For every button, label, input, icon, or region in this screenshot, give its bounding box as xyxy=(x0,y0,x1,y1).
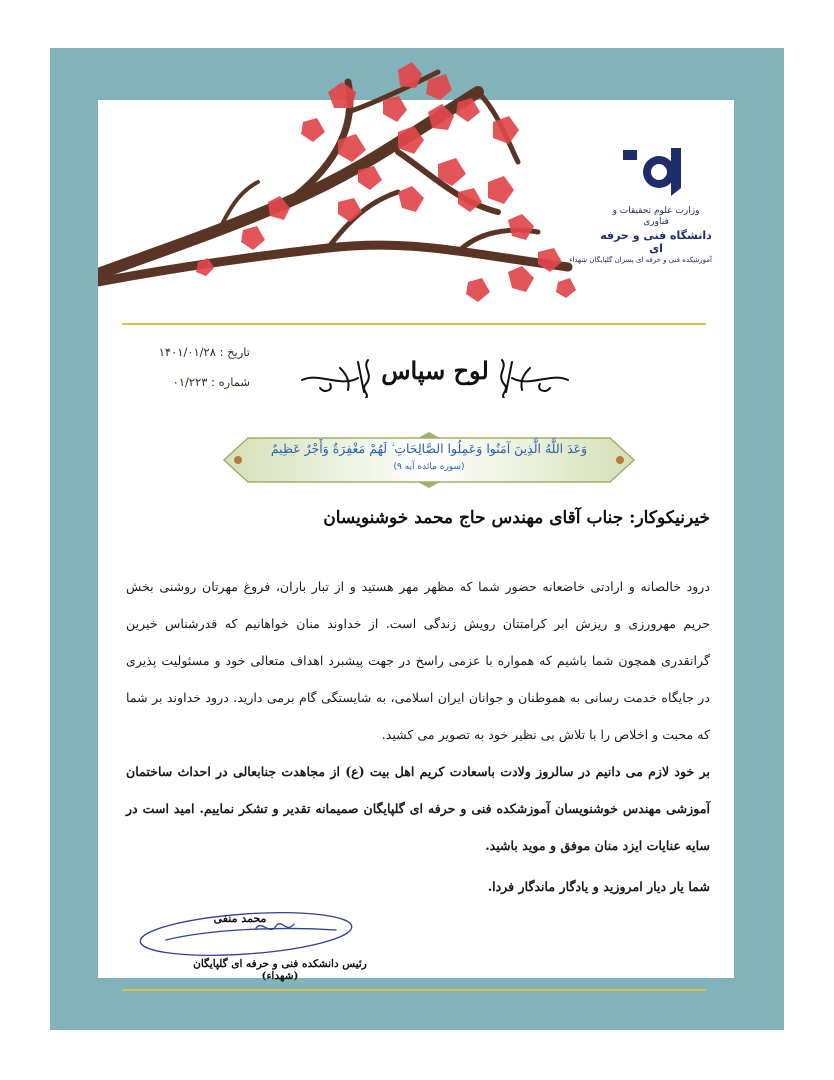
recipient-line: خیرنیکوکار: جناب آقای مهندس حاج محمد خوشنویسان xyxy=(323,508,710,528)
number-line xyxy=(130,375,250,389)
right-flourish-icon xyxy=(490,354,570,398)
logo-emblem-icon xyxy=(621,142,691,202)
logo-university-text: دانشگاه فنی و حرفه ای xyxy=(600,228,712,256)
verse-text: وَعَدَ اللَّهُ الَّذِينَ آمَنُوا وَعَمِلُوا الصَّالِحَاتِ ۙ لَهُمْ مَغْفِرَةٌ وَأَجْرٌ عَظِيمٌ xyxy=(270,441,588,456)
quran-verse-banner xyxy=(218,432,640,488)
body-paragraph-3: شما یار دیار امروزید و یادگار ماندگار فردا. xyxy=(487,879,710,894)
signatory-name: محمد منفی xyxy=(213,912,267,925)
number-value: ۰۱/۲۲۳ xyxy=(172,375,208,389)
verse-reference: (سوره مائده آیه ۹) xyxy=(393,462,465,472)
signatory-title: رئیس دانشکده فنی و حرفه ای گلپایگان (شهداء) xyxy=(193,958,367,982)
logo-college-text: آموزشکده فنی و حرفه ای پسران گلپایگان شهداء xyxy=(569,256,712,264)
body-paragraph-1: درود خالصانه و ارادتی خاضعانه حضور شما که مظهر مهر هستید و از تبار باران، فروغ مهرتان روشنی بخش حریم مهرورزی و ریزش ابر کرامتتان رویش زندگی است. از خداوند منان خواهانیم که قدرشناس خیرین گرانقدری همچون شما باشیم که همواره با عزمی راسخ در جهت پیشبرد اهداف متعالی خود و مسئولیت پذیری در جایگاه خدمت رسانی به هموطنان و جوانان ایران اسلامی، به شایستگی گام برمی دارید. درود خداوند بر شما که محبت و اخلاص را با تلاش بی نظیر خود به تصویر می کشید. xyxy=(126,579,710,742)
university-logo xyxy=(569,142,712,267)
blossom-branch-illustration xyxy=(98,52,598,312)
certificate-body xyxy=(126,568,710,905)
date-value: ۱۴۰۱/۰۱/۲۸ xyxy=(158,345,216,359)
logo-ministry-text: وزارت علوم تحقیقات و فناوری xyxy=(612,206,700,228)
bottom-gold-divider xyxy=(122,989,706,991)
number-label: شماره : xyxy=(211,375,250,389)
title-block xyxy=(300,350,570,406)
body-paragraph-2: بر خود لازم می دانیم در سالروز ولادت باسعادت کریم اهل بیت (ع) از مجاهدت جنابعالی در احداث ساختمان آموزشی مهندس خوشنویسان آموزشکده فنی و حرفه ای گلپایگان صمیمانه تقدیر و تشکر نماییم. امید است در سایه عنایات ایزد منان موفق و موید باشید. xyxy=(126,764,710,853)
date-line xyxy=(130,345,250,359)
top-gold-divider xyxy=(122,323,706,325)
certificate-title: لوح سپاس xyxy=(381,356,489,385)
date-label: تاریخ : xyxy=(219,345,250,359)
